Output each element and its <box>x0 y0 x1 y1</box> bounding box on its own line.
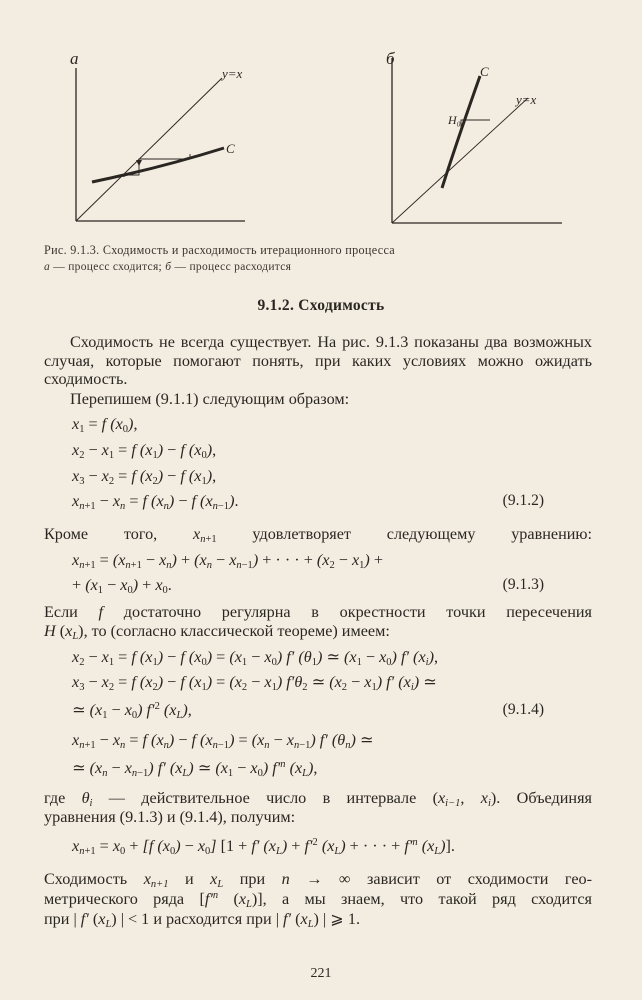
page-number: 221 <box>310 966 332 981</box>
equation-combined: $x_{n+1} = x_0 + [f$ $(x_0) - x_0$] [1 + f′ $(x_L) + f'^2$ $(x_L)$ + · · · + $f'^n$ $(x_L)$]. <box>72 837 455 857</box>
equation-9-1-3-line-2: + $(x_1 - x_0) + x_0$. (9.1.3) <box>72 576 544 596</box>
panel-a-label: а <box>70 49 79 68</box>
equation-9-1-4-line-5: ≃ $(x_n - x_{n-1})$ f′ $(x_L)$ ≃ $(x_1 - x_0)$ $f'^n$ $(x_L)$, <box>72 759 318 779</box>
caption-line-1: Рис. 9.1.3. Сходимость и расходимость итерационного процесса <box>44 243 396 257</box>
panel-a-diagram <box>76 68 245 221</box>
equation-9-1-4-line-2: $x_3 - x_2 = f$ $(x_2) - f$ $(x_1) = (x_2 - x_1)$ $f'\theta_2$ ≃ $(x_2 - x_1)$ f′ $(x_i)$ ≃ <box>72 673 437 693</box>
caption-a: а <box>44 261 51 273</box>
para5-start: где <box>44 789 82 807</box>
panel-a-curve <box>92 148 224 182</box>
equation-line-1: $x_1 = f$ $(x_0)$, <box>72 415 138 435</box>
caption-a-text: — процесс сходится; <box>50 261 166 273</box>
paragraph-3: Кроме того, $x_{n+1}$ удовлетворяет следующему уравнению: <box>44 525 592 545</box>
panel-a-arrow <box>136 160 142 166</box>
caption-b-text: — процесс расходится <box>171 261 292 273</box>
paragraph-6-line-2: метрического ряда [$f'^n$ $(x_L)$], а мы знаем, что такой ряд сходится <box>44 890 593 910</box>
para6-c: при <box>223 870 282 888</box>
panel-a-identity-line <box>76 78 222 221</box>
caption-line-2 <box>44 259 604 276</box>
equation-line-2: $x_2 - x_1 = f$ $(x_1) - f$ $(x_0)$, <box>72 441 217 461</box>
paragraph-5-line-1: где $\theta_i$ — действительное число в интервале ($x_{i-1}$, $x_i$). Объединяя <box>44 789 592 809</box>
para5-mid: — действительное число в интервале <box>92 789 433 807</box>
eq-number-9-1-2: (9.1.2) <box>502 492 544 509</box>
para4-mid: достаточно регулярна в окрестности точки пересечения <box>103 603 592 621</box>
paragraph-4-line-1: Если f достаточно регулярна в окрестности точки пересечения <box>44 603 592 621</box>
equation-9-1-4-line-4: $x_{n+1} - x_n = f$ $(x_n) - f$ $(x_{n-1}) = (x_n - x_{n-1})$ f′ $(\theta_n)$ ≃ <box>72 731 374 751</box>
panel-b-curve <box>442 76 480 188</box>
section-title: 9.1.2. Сходимость <box>257 297 385 314</box>
figure-caption <box>44 242 604 276</box>
panel-b-point-label: H₀ <box>448 113 461 127</box>
para3-rest: удовлетворяет следующему уравнению: <box>216 525 592 543</box>
para6-b: и <box>168 870 211 888</box>
equation-9-1-4-line-3: ≃ $(x_1 - x_0)$ $f'^2$ $(x_L)$, (9.1.4) <box>72 701 544 721</box>
para6-g: при <box>44 910 74 928</box>
para4-start: Если <box>44 603 99 621</box>
paragraph-5-line-2: уравнения (9.1.3) и (9.1.4), получим: <box>44 808 296 826</box>
figure-9-1-3 <box>0 38 642 238</box>
equation-line-3: $x_3 - x_2 = f$ $(x_2) - f$ $(x_1)$, <box>72 467 217 487</box>
eq-number-9-1-3: (9.1.3) <box>502 576 544 593</box>
para6-e: метрического ряда <box>44 890 200 908</box>
para6-h: и расходится при <box>149 910 276 928</box>
panel-b-curve-label: C <box>480 64 489 79</box>
eq-number-9-1-4: (9.1.4) <box>502 701 544 718</box>
para6-a: Сходимость <box>44 870 144 888</box>
paragraph-4-line-2: H $(x_L)$, то (согласно классической теореме) имеем: <box>44 622 390 642</box>
para4-end: , то (согласно классической теореме) имеем: <box>83 622 390 640</box>
panel-b-line-label: y=x <box>516 92 537 107</box>
panel-a-curve-label: C <box>226 141 235 156</box>
paragraph-1: Сходимость не всегда существует. На рис. 9.1.3 показаны два возможных случая, которые помогают понять, при каких условиях можно ожидать сходимость. <box>44 333 592 388</box>
paragraph-6-line-1: Сходимость $x_{n+1}$ и $x_L$ при n → ∞ зависит от сходимости гео- <box>44 870 593 890</box>
panel-a-line-label: y=x <box>222 66 243 81</box>
panel-b-diagram <box>392 58 562 223</box>
equation-9-1-4-line-1: $x_2 - x_1 = f$ $(x_1) - f$ $(x_0) = (x_1 - x_0)$ f′ $(\theta_1)$ ≃ $(x_1 - x_0)$ f′ $(x_i)$, <box>72 648 438 668</box>
paragraph-2: Перепишем (9.1.1) следующим образом: <box>70 390 350 408</box>
caption-b: б <box>165 261 172 273</box>
para6-d: зависит от сходимости гео- <box>350 870 593 888</box>
equation-9-1-3-line-1: $x_{n+1} = (x_{n+1} - x_n) + (x_n - x_{n-1})$ + · · · + $(x_2 - x_1)$ + <box>72 551 383 571</box>
equation-line-4: $x_{n+1} - x_n = f$ $(x_n) - f$ $(x_{n-1})$. (9.1.2) <box>72 492 544 512</box>
paragraph-6-line-3: при | f′ $(x_L)$ | < 1 и расходится при | f′ $(x_L)$ | ⩾ 1. <box>44 910 361 930</box>
para6-f: , а мы знаем, что такой ряд сходится <box>262 890 593 908</box>
panel-b-label: б <box>386 49 395 68</box>
para3-start: Кроме того, <box>44 525 194 543</box>
